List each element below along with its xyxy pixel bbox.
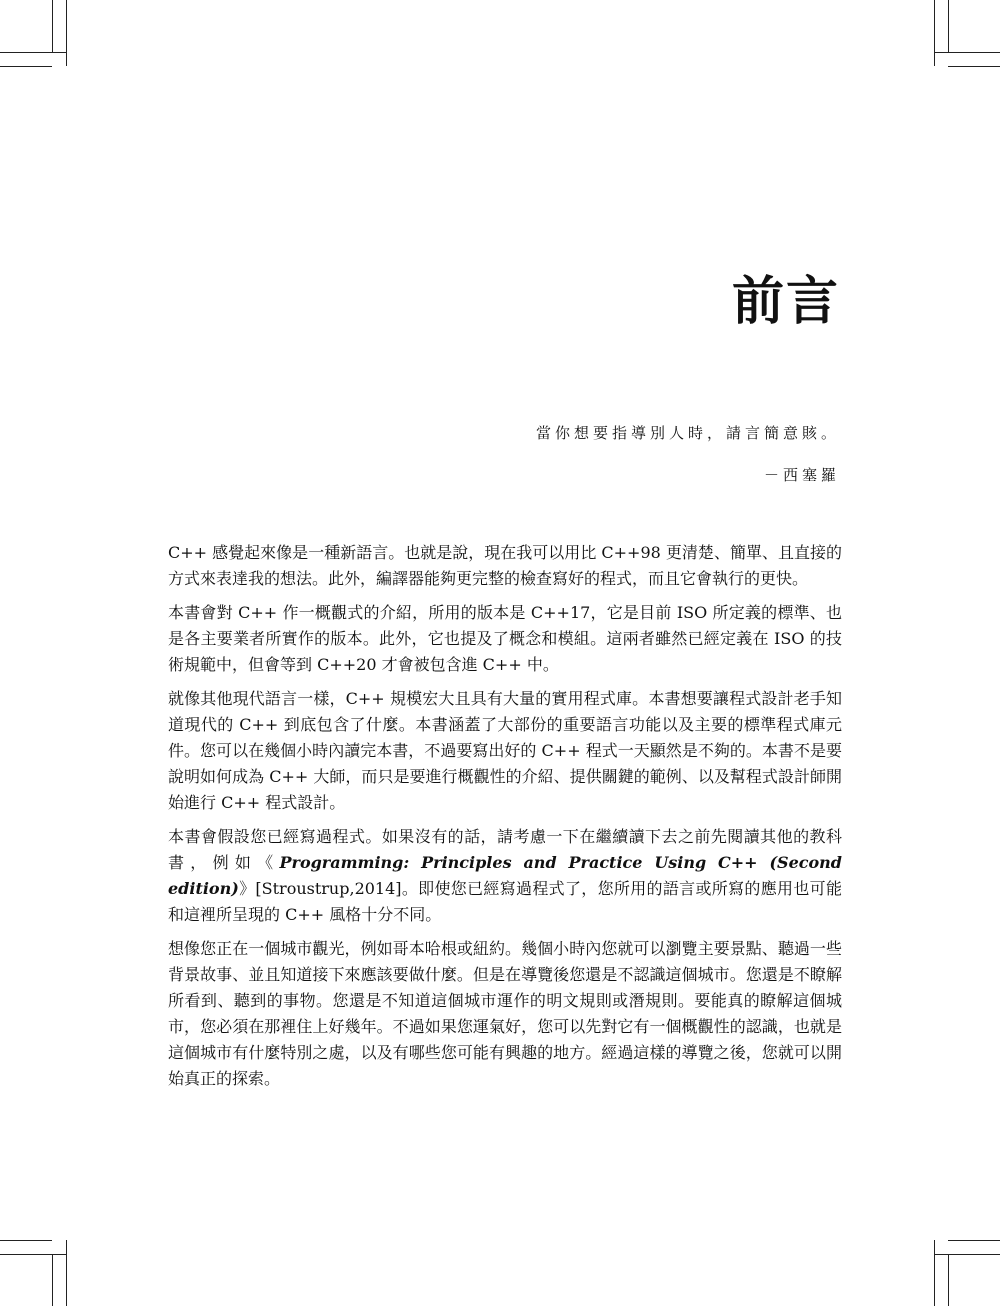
crop-mark-top-left-horizontal-2 <box>0 52 66 53</box>
crop-mark-bottom-right-horizontal-2 <box>948 1240 1000 1241</box>
paragraph-4-after: 》[Stroustrup,2014]。即使您已經寫過程式了，您所用的語言或所寫的應用也可能和這裡所呈現的 C++ 風格十分不同。 <box>168 879 842 924</box>
crop-mark-top-right-vertical-2 <box>948 0 949 52</box>
paragraph-3: 就像其他現代語言一樣，C++ 規模宏大且具有大量的實用程式庫。本書想要讓程式設計老手知道現代的 C++ 到底包含了什麼。本書涵蓋了大部份的重要語言功能以及主要的標準程式庫元件。您可以在幾個小時內讀完本書，不過要寫出好的 C++ 程式一天顯然是不夠的。本書不是要說明如何成為 C++ 大師，而只是要進行概觀性的介紹、提供關鍵的範例、以及幫程式設計師開始進行 C++ 程式設計。 <box>168 689 842 812</box>
crop-mark-top-left-vertical <box>66 0 67 66</box>
chapter-title: 前言 <box>731 271 840 332</box>
crop-mark-bottom-left-horizontal-2 <box>0 1240 52 1241</box>
paragraph-2: 本書會對 C++ 作一概觀式的介紹，所用的版本是 C++17，它是目前 ISO 所定義的標準、也是各主要業者所實作的版本。此外，它也提及了概念和模組。這兩者雖然已經定義在 ISO 的技術規範中，但會等到 C++20 才會被包含進 C++ 中。 <box>168 603 842 674</box>
paragraph-4-before: 本書會假設您已經寫過程式。如果沒有的話，請考慮一下在繼續讀下去之前先閱讀其他的教科書，例如《 <box>168 827 842 872</box>
crop-mark-bottom-left-horizontal <box>0 1254 66 1255</box>
crop-mark-bottom-right-vertical <box>948 1254 949 1306</box>
body-text <box>168 540 842 1100</box>
crop-mark-bottom-left-vertical-2 <box>66 1240 67 1306</box>
epigraph-quote: 當你想要指導別人時，請言簡意賅。 <box>535 424 840 442</box>
crop-mark-top-right-horizontal-2 <box>934 52 1000 53</box>
crop-mark-bottom-right-horizontal <box>934 1254 1000 1255</box>
crop-mark-top-right-vertical <box>934 0 935 66</box>
crop-mark-bottom-right-vertical-2 <box>934 1240 935 1306</box>
crop-mark-top-left-vertical-2 <box>52 0 53 52</box>
crop-mark-bottom-left-vertical <box>52 1254 53 1306</box>
paragraph-4 <box>168 824 842 928</box>
epigraph-attribution: －西塞羅 <box>763 466 840 484</box>
paragraph-1: C++ 感覺起來像是一種新語言。也就是說，現在我可以用比 C++98 更清楚、簡單、且直接的方式來表達我的想法。此外，編譯器能夠更完整的檢查寫好的程式，而且它會執行的更快。 <box>168 543 842 588</box>
crop-mark-top-left-horizontal <box>0 66 52 67</box>
paragraph-5: 想像您正在一個城市觀光，例如哥本哈根或紐約。幾個小時內您就可以瀏覽主要景點、聽過一些背景故事、並且知道接下來應該要做什麼。但是在導覽後您還是不認識這個城市。您還是不瞭解所看到、聽到的事物。您還是不知道這個城市運作的明文規則或潛規則。要能真的瞭解這個城市，您必須在那裡住上好幾年。不過如果您運氣好，您可以先對它有一個概觀性的認識，也就是這個城市有什麼特別之處，以及有哪些您可能有興趣的地方。經過這樣的導覽之後，您就可以開始真正的探索。 <box>168 939 842 1088</box>
crop-mark-top-right-horizontal <box>948 66 1000 67</box>
epigraph <box>536 424 840 484</box>
book-title: Programming: Principles and Practice Using C++ (Second edition) <box>168 853 842 898</box>
